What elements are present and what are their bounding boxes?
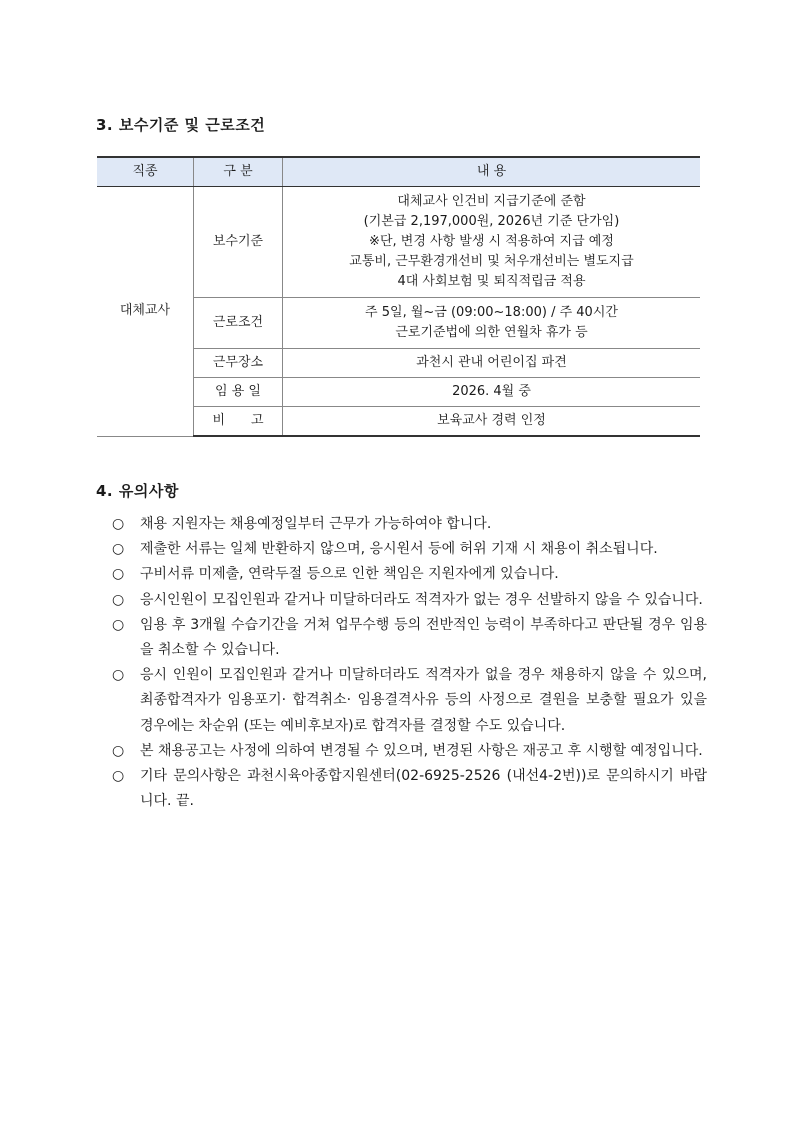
circle-bullet-icon: ○ [112, 768, 125, 785]
content-workplace: 과천시 관내 어린이집 파견 [283, 349, 701, 378]
job-cell: 대체교사 [97, 187, 194, 437]
note-text: 응시인원이 모집인원과 같거나 미달하더라도 적격자가 없는 경우 선발하지 않을 수 있습니다. [140, 591, 703, 608]
circle-bullet-icon: ○ [112, 616, 125, 633]
content-line: ※단, 변경 사항 발생 시 적용하여 지급 예정 [369, 234, 614, 249]
notes-list [112, 512, 707, 814]
content-start-date: 2026. 4월 중 [283, 378, 701, 407]
list-item [112, 562, 707, 587]
note-text: 채용 지원자는 채용예정일부터 근무가 가능하여야 합니다. [140, 516, 492, 532]
category-pay: 보수기준 [194, 187, 283, 298]
content-line: 4대 사회보험 및 퇴직적립금 적용 [397, 274, 586, 289]
section-4-title: 4. 유의사항 [96, 482, 179, 500]
content-pay [283, 187, 701, 298]
list-item [112, 537, 707, 562]
table-header-row [97, 157, 700, 187]
circle-bullet-icon: ○ [112, 742, 125, 759]
category-start-date: 임 용 일 [194, 378, 283, 407]
list-item [112, 739, 707, 764]
header-content: 내 용 [283, 157, 701, 187]
circle-bullet-icon: ○ [112, 667, 125, 684]
note-text: 본 채용공고는 사정에 의하여 변경될 수 있으며, 변경된 사항은 재공고 후 시행할 예정입니다. [140, 742, 703, 759]
note-text: 임용 후 3개월 수습기간을 거쳐 업무수행 등의 전반적인 능력이 부족하다고 판단될 경우 임용을 취소할 수 있습니다. [140, 616, 707, 659]
table-row-pay [97, 187, 700, 298]
circle-bullet-icon: ○ [112, 541, 125, 558]
note-text: 응시 인원이 모집인원과 같거나 미달하더라도 적격자가 없을 경우 채용하지 않을 수 있으며, 최종합격자가 임용포기· 합격취소· 임용결격사유 등의 사정으로 결원을 보충할 필요가 있을 경우에는 차순위 (또는 예비후보자)로 합격자를 결정할 수도 있습니다. [140, 667, 707, 734]
circle-bullet-icon: ○ [112, 516, 125, 532]
list-item [112, 588, 707, 613]
content-line: 근로기준법에 의한 연월차 휴가 등 [395, 325, 588, 340]
content-line: 주 5일, 월~금 (09:00~18:00) / 주 40시간 [365, 305, 618, 320]
list-item [112, 512, 707, 537]
section-3-title: 3. 보수기준 및 근로조건 [96, 116, 266, 134]
list-item [112, 764, 707, 814]
content-line: (기본급 2,197,000원, 2026년 기준 단가임) [363, 214, 620, 229]
circle-bullet-icon: ○ [112, 591, 125, 608]
circle-bullet-icon: ○ [112, 566, 125, 583]
category-remarks: 비 고 [194, 407, 283, 437]
note-text: 기타 문의사항은 과천시육아종합지원센터(02-6925-2526 (내선4-2번))로 문의하시기 바랍니다. 끝. [140, 768, 707, 810]
content-work-conditions [283, 298, 701, 349]
list-item [112, 663, 707, 739]
note-text: 구비서류 미제출, 연락두절 등으로 인한 책임은 지원자에게 있습니다. [140, 566, 559, 583]
content-remarks: 보육교사 경력 인정 [283, 407, 701, 437]
note-text: 제출한 서류는 일체 반환하지 않으며, 응시원서 등에 허위 기재 시 채용이 취소됩니다. [140, 541, 658, 558]
content-line: 교통비, 근무환경개선비 및 처우개선비는 별도지급 [349, 254, 634, 269]
header-job: 직종 [97, 157, 194, 187]
header-category: 구 분 [194, 157, 283, 187]
category-work-conditions: 근로조건 [194, 298, 283, 349]
list-item [112, 613, 707, 663]
category-workplace: 근무장소 [194, 349, 283, 378]
pay-and-conditions-table [97, 156, 700, 437]
content-line: 대체교사 인건비 지급기준에 준함 [397, 194, 586, 209]
